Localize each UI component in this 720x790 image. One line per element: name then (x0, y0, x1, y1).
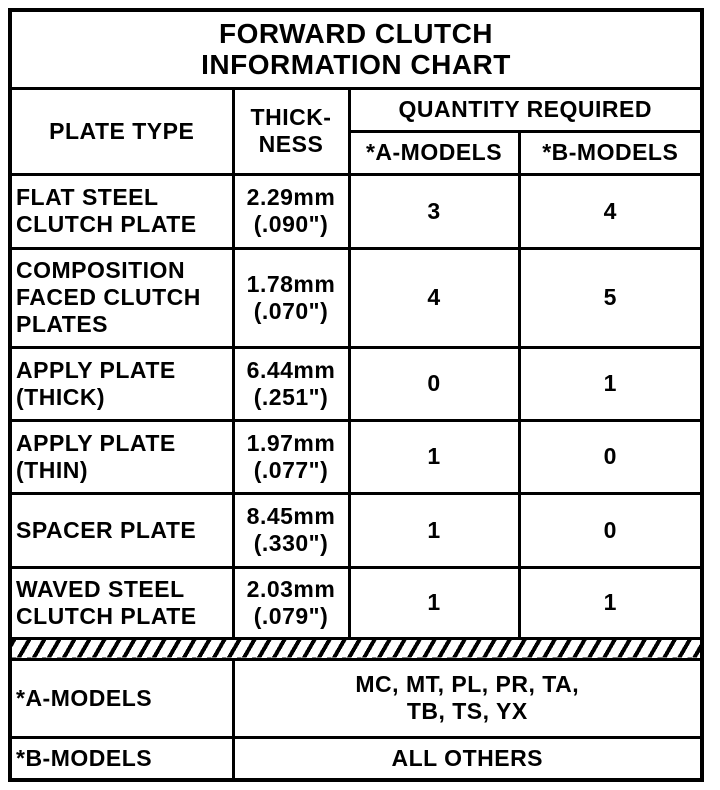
b-models-quantity: 0 (519, 493, 700, 567)
plate-type-line: SPACER PLATE (16, 516, 197, 543)
footnote-a-value-line-1: MC, MT, PL, PR, TA, (355, 671, 580, 698)
thickness-cell (233, 174, 349, 248)
table-row (12, 567, 700, 638)
plate-type-line: PLATES (16, 310, 109, 337)
footnote-b-value: ALL OTHERS (233, 737, 700, 779)
a-models-quantity: 0 (349, 347, 519, 420)
b-models-quantity: 0 (519, 420, 700, 493)
title-line-2: INFORMATION CHART (201, 49, 511, 81)
plate-type-line: CLUTCH PLATE (16, 211, 197, 237)
footnote-a-value-line-2: TB, TS, YX (406, 698, 528, 724)
plate-type-line: FACED CLUTCH (16, 284, 201, 311)
plate-type-header: PLATE TYPE (12, 88, 233, 174)
thickness-mm: 2.03mm (246, 575, 336, 602)
a-models-quantity: 1 (349, 567, 519, 638)
hatch-divider (12, 638, 700, 659)
thickness-mm: 2.29mm (246, 184, 336, 211)
thickness-header (233, 88, 349, 174)
plate-type-cell (12, 248, 233, 347)
table-row (12, 174, 700, 248)
b-models-quantity: 1 (519, 347, 700, 420)
title-line-1: FORWARD CLUTCH (219, 17, 494, 49)
b-models-quantity: 4 (519, 174, 700, 248)
thickness-cell (233, 347, 349, 420)
plate-type-line: (THIN) (16, 456, 88, 483)
clutch-info-table (12, 12, 700, 779)
hatch-divider-row (12, 638, 700, 659)
a-models-header: *A-MODELS (349, 131, 519, 174)
b-models-quantity: 1 (519, 567, 700, 638)
chart-title (12, 12, 700, 88)
thickness-inch: (.077") (253, 456, 329, 483)
plate-type-cell (12, 420, 233, 493)
title-row (12, 12, 700, 88)
thickness-inch: (.330") (253, 530, 329, 556)
b-models-quantity: 5 (519, 248, 700, 347)
thickness-inch: (.079") (253, 602, 329, 629)
plate-type-cell (12, 347, 233, 420)
footnote-b-label: *B-MODELS (12, 737, 233, 779)
footnote-a-value (233, 659, 700, 737)
thickness-cell (233, 420, 349, 493)
plate-type-cell (12, 493, 233, 567)
header-row-1 (12, 88, 700, 131)
plate-type-line: COMPOSITION (16, 257, 186, 284)
thickness-mm: 1.97mm (246, 429, 336, 456)
forward-clutch-chart (8, 8, 704, 782)
plate-type-line: WAVED STEEL (16, 575, 185, 602)
plate-type-cell (12, 174, 233, 248)
a-models-quantity: 4 (349, 248, 519, 347)
b-models-header: *B-MODELS (519, 131, 700, 174)
quantity-required-header: QUANTITY REQUIRED (349, 88, 700, 131)
plate-type-line: APPLY PLATE (16, 356, 176, 383)
plate-type-line: APPLY PLATE (16, 429, 176, 456)
thickness-cell (233, 248, 349, 347)
table-row (12, 420, 700, 493)
table-row (12, 493, 700, 567)
footnote-a-row (12, 659, 700, 737)
footnote-a-label: *A-MODELS (12, 659, 233, 737)
table-row (12, 248, 700, 347)
thickness-mm: 6.44mm (246, 356, 336, 383)
thickness-header-line-1: THICK- (250, 104, 332, 131)
plate-type-cell (12, 567, 233, 638)
a-models-quantity: 1 (349, 420, 519, 493)
thickness-inch: (.251") (253, 383, 329, 410)
thickness-mm: 1.78mm (246, 270, 336, 297)
a-models-quantity: 1 (349, 493, 519, 567)
thickness-cell (233, 567, 349, 638)
footnote-b-row (12, 737, 700, 779)
thickness-cell (233, 493, 349, 567)
plate-type-line: FLAT STEEL (16, 184, 159, 211)
table-row (12, 347, 700, 420)
plate-type-line: (THICK) (16, 383, 106, 410)
thickness-header-line-2: NESS (258, 131, 324, 157)
thickness-mm: 8.45mm (246, 503, 336, 530)
plate-type-line: CLUTCH PLATE (16, 602, 197, 629)
thickness-inch: (.090") (253, 211, 329, 237)
thickness-inch: (.070") (253, 297, 329, 324)
a-models-quantity: 3 (349, 174, 519, 248)
